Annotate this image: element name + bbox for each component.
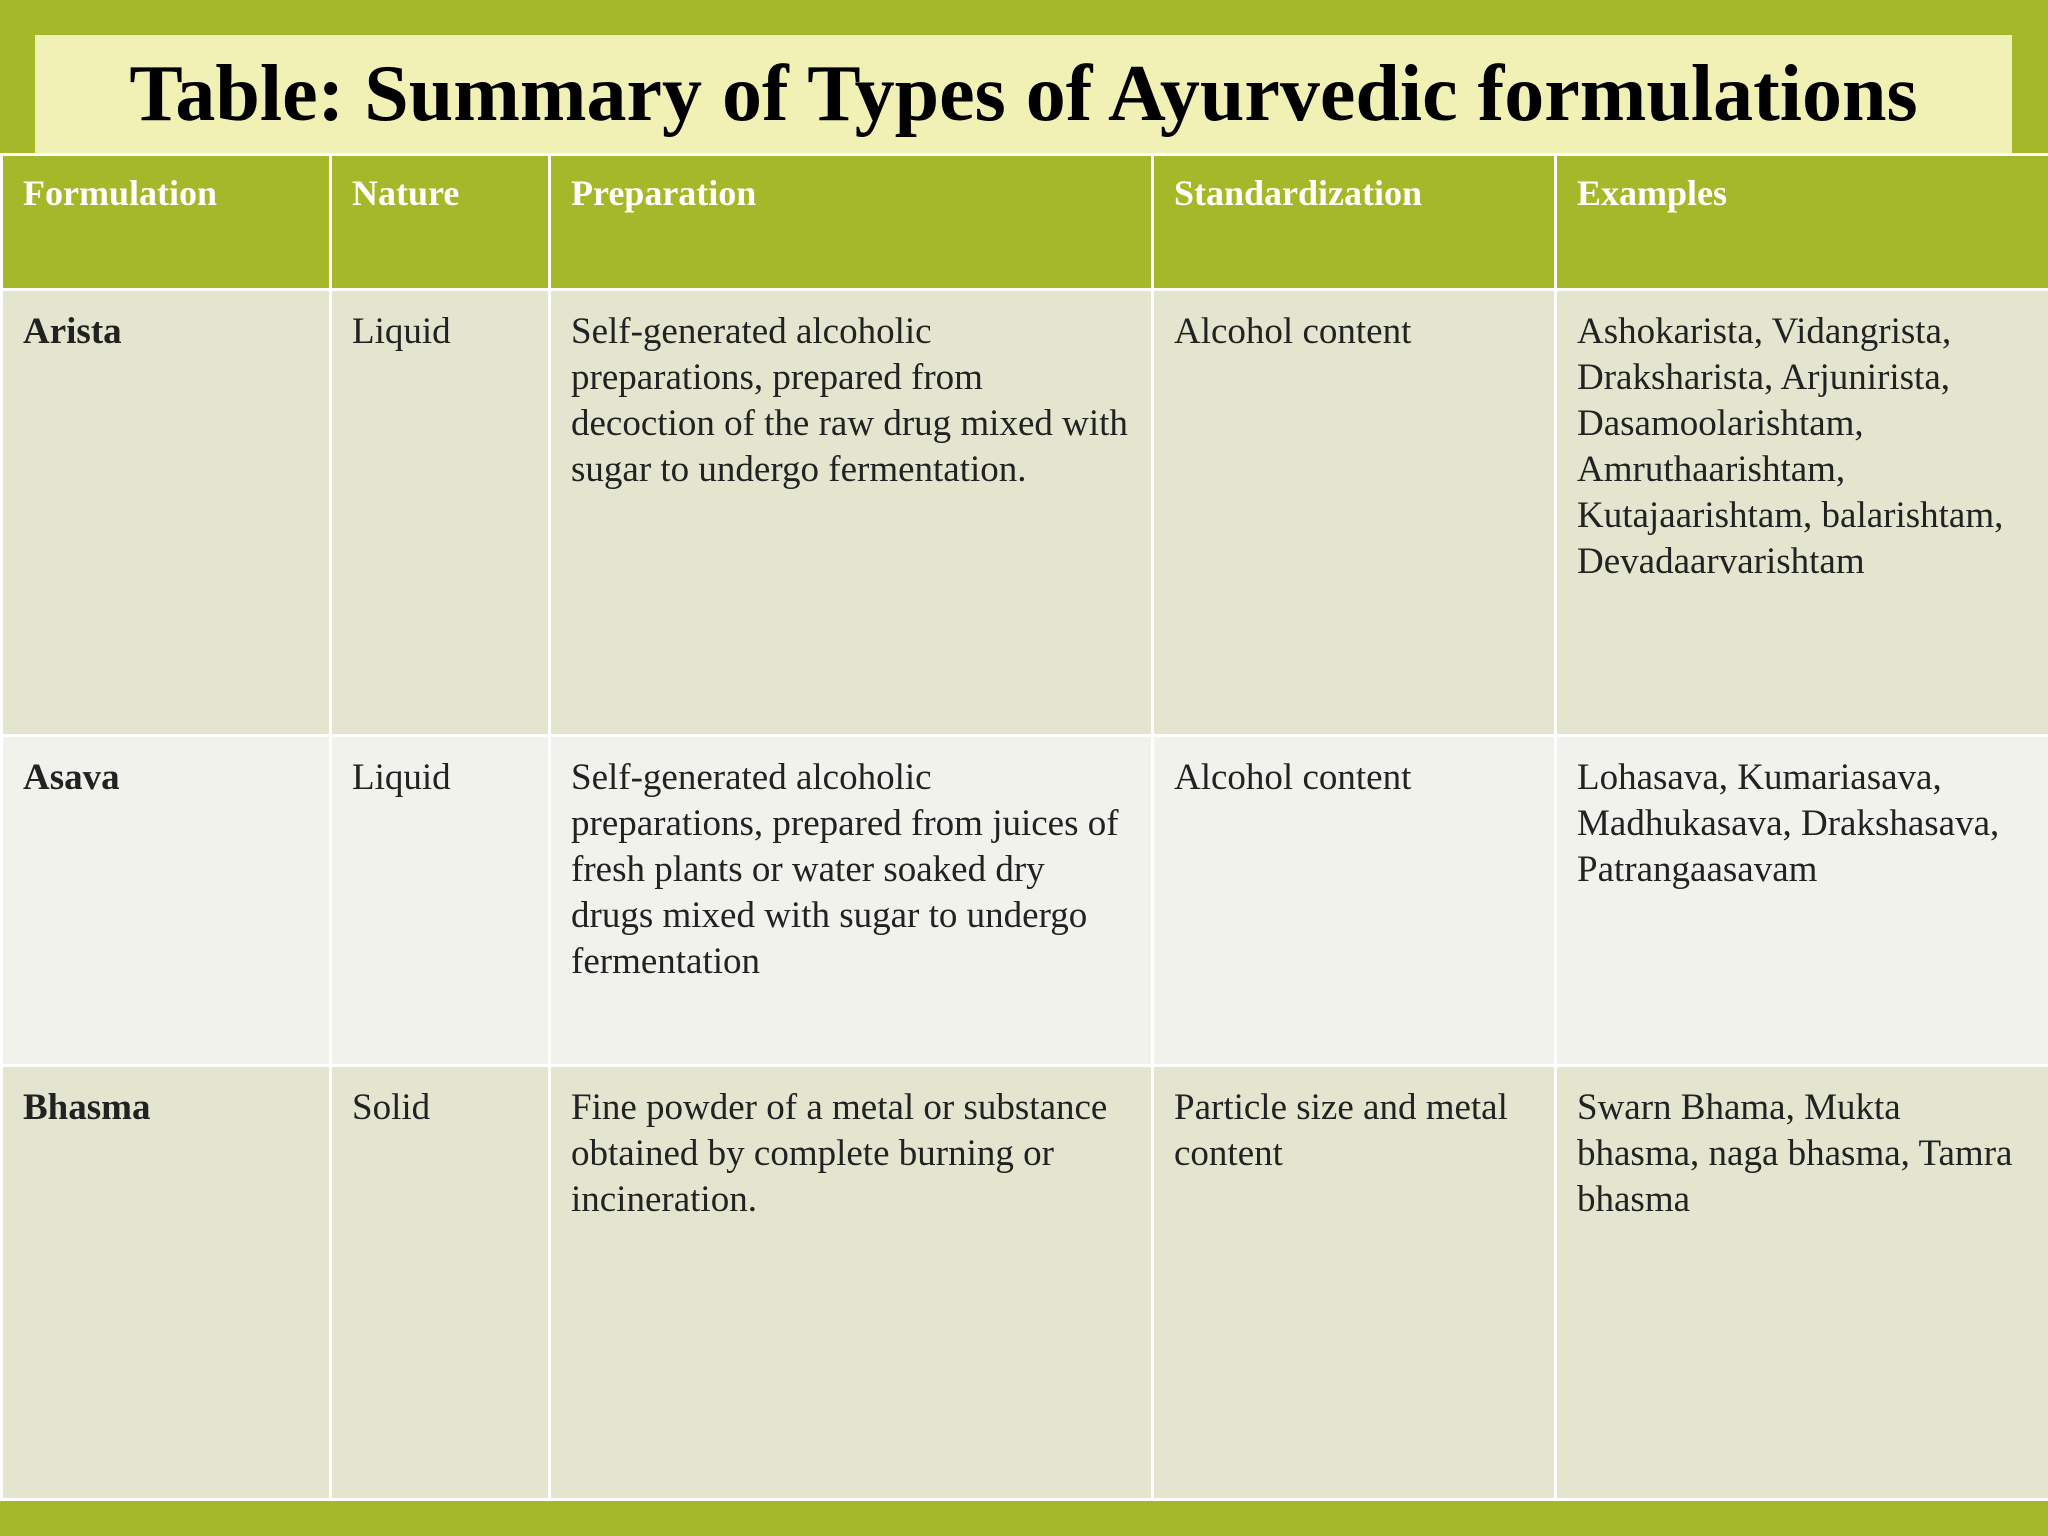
formulations-table (0, 153, 2048, 1501)
formulation-cell: Asava (2, 736, 331, 1066)
standardization-cell: Alcohol content (1153, 290, 1556, 736)
page-title: Table: Summary of Types of Ayurvedic formulations (129, 49, 1918, 138)
table-header-row (2, 155, 2048, 290)
preparation-cell: Fine powder of a metal or substance obtained by complete burning or incineration. (550, 1066, 1153, 1500)
standardization-cell: Alcohol content (1153, 736, 1556, 1066)
examples-cell: Lohasava, Kumariasava, Madhukasava, Drakshasava, Patrangaasavam (1556, 736, 2048, 1066)
table-row (2, 1066, 2048, 1500)
nature-cell: Liquid (331, 290, 550, 736)
title-banner (35, 35, 2012, 153)
standardization-cell: Particle size and metal content (1153, 1066, 1556, 1500)
table-row (2, 290, 2048, 736)
header-nature: Nature (331, 155, 550, 290)
examples-cell: Swarn Bhama, Mukta bhasma, naga bhasma, Tamra bhasma (1556, 1066, 2048, 1500)
header-standardization: Standardization (1153, 155, 1556, 290)
nature-cell: Solid (331, 1066, 550, 1500)
nature-cell: Liquid (331, 736, 550, 1066)
formulation-cell: Arista (2, 290, 331, 736)
header-examples: Examples (1556, 155, 2048, 290)
bottom-accent-bar (0, 1503, 2048, 1536)
preparation-cell: Self-generated alcoholic preparations, prepared from juices of fresh plants or water soaked dry drugs mixed with sugar to undergo fermentation (550, 736, 1153, 1066)
header-formulation: Formulation (2, 155, 331, 290)
preparation-cell: Self-generated alcoholic preparations, prepared from decoction of the raw drug mixed with sugar to undergo fermentation. (550, 290, 1153, 736)
examples-cell: Ashokarista, Vidangrista, Draksharista, Arjunirista, Dasamoolarishtam, Amruthaarishtam, Kutajaarishtam, balarishtam, Devadaarvarishtam (1556, 290, 2048, 736)
table-row (2, 736, 2048, 1066)
formulation-cell: Bhasma (2, 1066, 331, 1500)
header-preparation: Preparation (550, 155, 1153, 290)
